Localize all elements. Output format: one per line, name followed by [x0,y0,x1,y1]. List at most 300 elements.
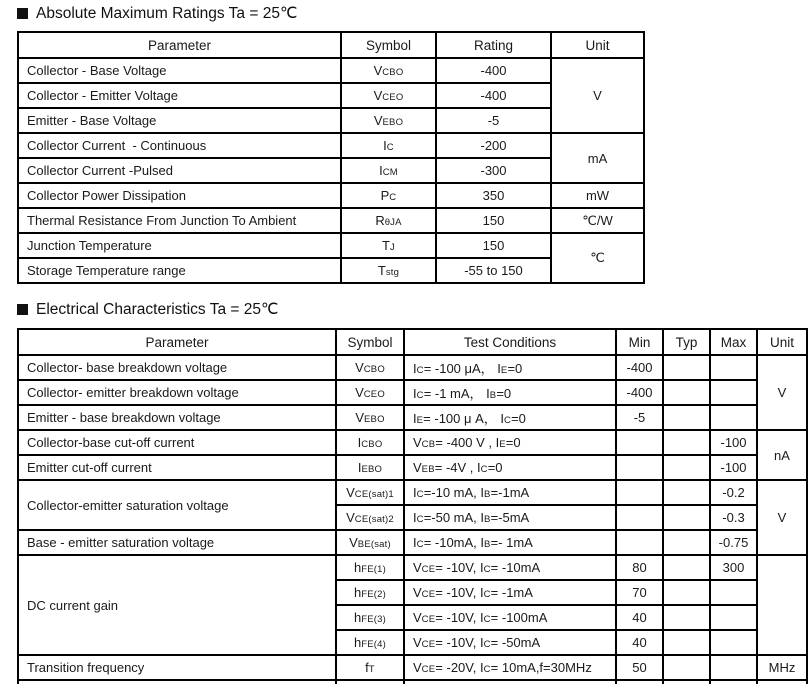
table-cell [336,405,404,430]
cell-text: V [373,113,383,128]
subscript-text: C [416,489,424,500]
cell-text: -100 [720,460,747,475]
table-cell [336,505,404,530]
table-cell [436,208,551,233]
cell-text: ℃ [590,250,605,265]
cell-text: = -10V, I [435,585,484,600]
table-cell [404,505,616,530]
cell-text: Collector-emitter saturation voltage [27,497,229,513]
table-row [18,133,644,158]
subscript-text: FE(1) [361,564,386,575]
cell-text: V [346,485,355,500]
table-cell [18,233,341,258]
cell-text: V [355,360,364,375]
table-cell [18,405,336,430]
table-cell [404,530,616,555]
cell-text: Emitter cut-off current [27,460,152,475]
subscript-text: C [483,614,491,625]
cell-text: nA [774,447,790,463]
table-cell [710,480,757,505]
table-cell [436,83,551,108]
table-cell [710,505,757,530]
table-cell [757,430,807,480]
table-row [18,655,807,680]
table-cell [18,430,336,455]
cell-text: 350 [482,188,505,203]
table-row [18,258,644,283]
table-cell [18,183,341,208]
cell-text: Collector Current - Continuous [27,138,207,153]
table-cell [341,183,436,208]
table-row [18,355,807,380]
table-cell [18,208,341,233]
subscript-text: CBO [382,67,404,78]
table-cell [436,258,551,283]
section-title-text: Electrical Characteristics Ta = 25℃ [36,301,279,318]
column-header: Max [710,329,757,355]
subscript-text: E [499,439,506,450]
table-cell [404,430,616,455]
subscript-text: C [416,514,424,525]
cell-text: Collector Power Dissipation [27,188,186,203]
table-cell [18,555,336,655]
cell-text: 40 [632,635,647,650]
table-row [18,380,807,405]
table-cell [341,158,436,183]
column-header: Symbol [341,32,436,58]
section-bullet-icon [17,304,28,315]
cell-text: f [365,660,369,675]
table-cell [18,530,336,555]
cell-text: DC current gain [27,597,119,613]
table-cell [616,630,663,655]
table-row [18,233,644,258]
cell-text: -400 [480,63,507,78]
table-cell [404,455,616,480]
cell-text: = -1mA [490,585,533,600]
table-cell [18,133,341,158]
table-cell [341,208,436,233]
cell-text: mA [587,150,608,166]
subscript-text: C [416,365,424,376]
cell-text: V [777,510,787,525]
subscript-text: C [480,464,488,475]
cell-text: 80 [632,560,647,575]
subscript-text: θJA [384,217,402,228]
cell-text: 40 [632,610,647,625]
cell-text: =0 [511,411,526,426]
cell-text: Collector - Emitter Voltage [27,88,179,103]
cell-text: = -50mA [490,635,541,650]
cell-text: P [380,188,390,203]
cell-text: h [354,585,362,600]
cell-text: -400 [480,88,507,103]
subscript-text: CM [382,167,398,178]
cell-text: V [593,88,602,103]
cell-text: =0 [496,386,512,401]
table-cell [404,605,616,630]
table-cell [18,83,341,108]
table-cell [710,355,757,380]
table-cell [663,655,710,680]
cell-text: = -20V, I [435,660,484,675]
table-cell [18,108,341,133]
subscript-text: EBO [382,117,404,128]
cell-text: = -10V, I [435,560,484,575]
header-row [18,32,644,58]
subscript-text: B [484,514,491,525]
subscript-text: CE [421,564,436,575]
cell-text: V [373,63,383,78]
table-cell [710,530,757,555]
subscript-text: CB [421,439,436,450]
table-cell [710,405,757,430]
table-cell [436,233,551,258]
table-cell [404,355,616,380]
table-cell [404,480,616,505]
table-cell [436,108,551,133]
cell-text: V [413,560,422,575]
cell-text: Collector-base cut-off current [27,435,195,450]
table-cell [18,58,341,83]
cell-text: V [413,585,422,600]
cell-text: Emitter - base breakdown voltage [27,410,221,425]
cell-text: I [379,163,383,178]
subscript-text: B [484,539,491,550]
table-cell [710,555,757,580]
cell-text: =-1mA [490,485,530,500]
section-electrical-characteristics [17,300,810,684]
table-cell [336,530,404,555]
subscript-text: C [483,664,491,675]
cell-text: ℃/W [582,212,613,228]
cell-text: 150 [482,213,505,228]
table-cell [663,455,710,480]
table-row [18,183,644,208]
table-cell [18,380,336,405]
table-cell [663,430,710,455]
cell-text: V [349,535,358,550]
table-cell [757,655,807,680]
subscript-text: CEO [382,92,404,103]
cell-text: T [377,263,386,278]
cell-text: = -100mA [490,610,548,625]
table-cell [663,380,710,405]
table-cell [710,380,757,405]
column-header: Test Conditions [404,329,616,355]
table-cell [18,158,341,183]
table-cell [710,580,757,605]
section-title [17,300,810,319]
section-absolute-maximum-ratings [17,4,810,284]
column-header: Unit [551,32,644,58]
subscript-text: C [504,415,512,426]
table-cell [551,133,644,183]
table-cell [18,680,336,684]
cell-text: -400 [626,385,653,400]
table-cell [341,133,436,158]
cell-text: 50 [632,660,647,675]
cell-text: V [413,435,422,450]
cell-text: 150 [482,238,505,253]
cell-text: V [413,660,422,675]
table-cell [616,505,663,530]
cell-text: I [413,361,417,376]
cell-text: = -4V , I [434,460,481,475]
table-cell [18,355,336,380]
cell-text: -5 [633,410,646,425]
table-cell [616,655,663,680]
subscript-text: FE(4) [361,639,386,650]
cell-text: = -10V, I [435,635,484,650]
cell-text: T [382,238,390,253]
cell-text: -0.3 [722,510,745,525]
table-cell [341,83,436,108]
table-cell [710,430,757,455]
cell-text: =-10 mA, I [423,485,485,500]
cell-text: I [413,386,417,401]
table-cell [436,158,551,183]
table-cell [336,455,404,480]
cell-text: h [354,610,362,625]
cell-text: I [357,460,362,475]
table-cell [663,605,710,630]
cell-text: Collector- base breakdown voltage [27,360,228,375]
table-cell [341,233,436,258]
table-row [18,455,807,480]
table-cell [336,380,404,405]
section-title [17,4,810,23]
subscript-text: C [386,142,394,153]
table-cell [341,58,436,83]
table-cell [710,455,757,480]
table-cell [616,380,663,405]
subscript-text: C [416,539,424,550]
cell-text: -5 [487,113,500,128]
subscript-text: J [390,242,395,253]
cell-text: -400 [626,360,653,375]
cell-text: =0 [487,460,503,475]
table-cell [551,208,644,233]
cell-text: h [354,635,362,650]
subscript-text: FE(2) [361,589,386,600]
electrical-characteristics-table [17,328,808,684]
cell-text: mW [585,188,610,203]
cell-text: = -10mA [490,560,541,575]
subscript-text: CBO [361,439,383,450]
table-cell [404,580,616,605]
subscript-text: EBO [364,414,385,425]
table-cell [710,630,757,655]
cell-text: I [413,485,417,500]
cell-text: I [413,411,417,426]
table-row [18,108,644,133]
table-cell [18,258,341,283]
table-cell [616,430,663,455]
table-cell [336,655,404,680]
table-cell [436,58,551,83]
cell-text: -0.75 [718,535,749,550]
cell-text: 300 [722,560,745,575]
cell-text: Transition frequency [27,660,145,675]
table-row [18,83,644,108]
cell-text: =0 [507,361,523,376]
table-cell [616,355,663,380]
cell-text: I [357,435,362,450]
table-cell [616,405,663,430]
table-row [18,158,644,183]
cell-text: Storage Temperature range [27,263,186,278]
cell-text: -300 [480,163,507,178]
column-header: Parameter [18,32,341,58]
table-cell [757,680,807,684]
subscript-text: E [500,365,508,376]
table-cell [616,480,663,505]
table-cell [336,630,404,655]
section-bullet-icon [17,8,28,19]
table-row [18,208,644,233]
cell-text: I [383,138,387,153]
table-row [18,58,644,83]
clipped-row [18,680,807,684]
table-cell [551,183,644,208]
table-cell [710,605,757,630]
cell-text: V [355,385,364,400]
table-cell [616,555,663,580]
table-cell [436,133,551,158]
cell-text: Junction Temperature [27,238,152,253]
table-cell [663,405,710,430]
table-cell [18,455,336,480]
table-cell [336,480,404,505]
table-row [18,530,807,555]
cell-text: V [355,410,364,425]
cell-text: =-5mA [490,510,530,525]
table-cell [336,555,404,580]
header-row [18,329,807,355]
table-cell [616,605,663,630]
column-header: Min [616,329,663,355]
subscript-text: C [483,564,491,575]
column-header: Parameter [18,329,336,355]
table-cell [341,258,436,283]
table-cell [18,480,336,530]
subscript-text: CEO [363,389,385,400]
cell-text: V [777,385,787,400]
cell-text: I [413,510,417,525]
cell-text: = -100 μ A， I [423,411,505,426]
table-cell [663,505,710,530]
cell-text: =- 1mA [490,535,533,550]
table-cell [757,480,807,555]
cell-text: V [346,510,355,525]
table-cell [616,580,663,605]
cell-text: -100 [720,435,747,450]
cell-text: = 10mA,f=30MHz [490,660,592,675]
cell-text: -0.2 [722,485,745,500]
subscript-text: C [483,639,491,650]
subscript-text: CE [421,664,436,675]
cell-text: = -1 mA， I [423,386,490,401]
subscript-text: C [389,192,397,203]
table-cell [710,655,757,680]
cell-text: Collector - Base Voltage [27,63,167,78]
subscript-text: FE(3) [361,614,386,625]
cell-text: 70 [632,585,647,600]
table-cell [663,355,710,380]
section-title-text: Absolute Maximum Ratings Ta = 25℃ [36,5,298,22]
subscript-text: CE [421,614,436,625]
table-cell [663,630,710,655]
table-cell [336,680,404,684]
table-cell [404,630,616,655]
subscript-text: CE(sat)2 [354,514,394,525]
cell-text: =0 [505,435,521,450]
table-cell [616,530,663,555]
table-cell [663,555,710,580]
cell-text: Emitter - Base Voltage [27,113,157,128]
column-header: Symbol [336,329,404,355]
cell-text: Collector Current -Pulsed [27,163,173,178]
table-cell [341,108,436,133]
subscript-text: C [483,589,491,600]
table-cell [663,580,710,605]
cell-text: MHz [768,660,796,675]
subscript-text: C [416,390,424,401]
subscript-text: CE [421,589,436,600]
cell-text: V [413,610,422,625]
cell-text: -55 to 150 [464,263,523,278]
table-cell [336,580,404,605]
table-cell [710,680,757,684]
table-cell [336,605,404,630]
cell-text: = -400 V , I [435,435,500,450]
column-header: Unit [757,329,807,355]
table-cell [757,355,807,430]
cell-text: -200 [480,138,507,153]
cell-text: Base - emitter saturation voltage [27,535,215,550]
table-cell [663,680,710,684]
table-row [18,555,807,580]
table-cell [404,380,616,405]
table-cell [336,430,404,455]
table-cell [757,555,807,655]
absolute-maximum-ratings-table [17,31,645,284]
subscript-text: BE(sat) [357,539,391,550]
table-cell [404,655,616,680]
cell-text: = -10V, I [435,610,484,625]
table-cell [616,455,663,480]
table-cell [616,680,663,684]
table-row [18,480,807,505]
subscript-text: B [489,390,497,401]
cell-text: V [413,635,422,650]
subscript-text: CBO [363,364,385,375]
subscript-text: CE(sat)1 [354,489,394,500]
table-cell [18,655,336,680]
subscript-text: E [416,415,424,426]
cell-text: h [354,560,362,575]
cell-text: Collector- emitter breakdown voltage [27,385,239,400]
table-cell [663,530,710,555]
table-cell [663,480,710,505]
cell-text: V [373,88,383,103]
subscript-text: CE [421,639,436,650]
table-cell [404,555,616,580]
table-cell [551,233,644,283]
cell-text: R [375,213,385,228]
cell-text: = -100 μA， I [423,361,501,376]
